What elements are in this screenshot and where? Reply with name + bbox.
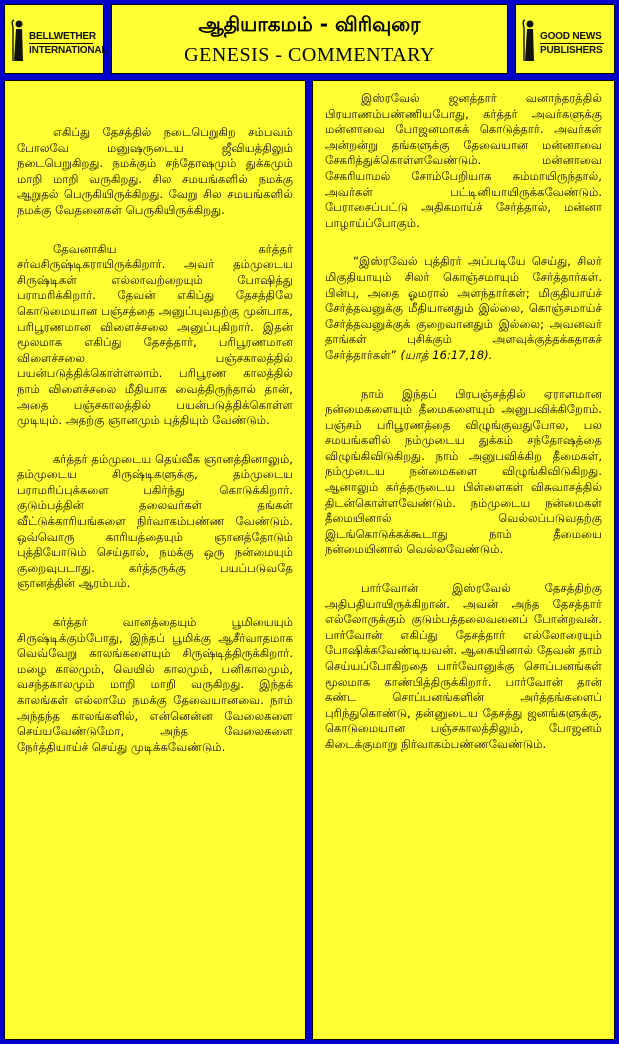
logo-left-line1: BELLWETHER	[29, 31, 96, 42]
logo-divider	[540, 43, 604, 44]
page-title-english: GENESIS - COMMENTARY	[184, 44, 435, 66]
bellwether-logo	[11, 15, 108, 65]
paragraph: கர்த்தர் வானத்தையும் பூமியையும் சிருஷ்டிக்கும்போது, இந்தப் பூமிக்கு ஆசீர்வாதமாக வெவ்வேறு காலங்களையும் சிருஷ்டித்திருக்கிறார். மழை காலமும், வெயில் காலமும், பனிகாலமும், வசந்தகாலமும் மாறி மாறி வருகிறது. இந்தக் காலங்கள் எல்லாமே நமக்கு தேவையானவை. நாம் அந்தந்த காலங்களில், என்னென்ன வேலைகளை செய்யவேண்டுமோ, அந்த வேலைகளை நேர்த்தியாய்ச் செய்து முடிக்கவேண்டும்.	[17, 615, 293, 754]
paragraph: பார்வோன் இஸ்ரவேல் தேசத்திற்கு அதிபதியாயிருக்கிறான். அவன் அந்த தேசத்தார் எல்லோருக்கும் குடும்பத்தலைவனைப் போன்றவன். பார்வோன் எகிப்து தேசத்தார் எல்லோரையும் போஷிக்கவேண்டியவன். ஆகையினால் தேவன் தாம் செய்யப்போகிறதை பார்வோனுக்கு சொப்பனங்கள் மூலமாக காண்பித்திருக்கிறார். பார்வோன் தான் கண்ட சொப்பனங்களின் அர்த்தங்களைப் புரிந்துகொண்டு, தன்னுடைய தேசத்து ஜனங்களுக்கு, கொடுமையான பஞ்சகாலத்திலும், போஜனம் கிடைக்குமாறு நிர்வாகம்பண்ணவேண்டும்.	[325, 581, 602, 751]
right-column	[312, 80, 615, 1040]
left-column-text	[17, 125, 293, 778]
paragraph: தேவனாகிய கர்த்தர் சர்வசிருஷ்டிகராயிருக்கிறார். அவர் தம்முடைய சிருஷ்டிகள் எல்லாவற்றையும் போஷித்து பராமரிக்கிறார். தேவன் எகிப்து தேசத்திலே கொடுமையான பஞ்சத்தை அனுப்புவதற்கு முன்பாக, பரிபூரணமான விளைச்சலை அனுப்புகிறார். இதன் மூலமாக எகிப்து தேசத்தார், பரிபூரணமான விளைச்சலை பஞ்சகாலத்தில் பயன்படுத்திக்கொள்ளலாம். பரிபூரண காலத்தில் நாம் விளைச்சலை மீதியாக வைத்திருந்தால் தான், அதை பஞ்சகாலத்தில் பயன்படுத்திக்கொள்ள முடியும். அதற்கு ஞானமும் புத்தியும் வேண்டும்.	[17, 241, 293, 428]
page-title-tamil: ஆதியாகமம் - விரிவுரை	[198, 12, 421, 36]
paragraph: கர்த்தர் தம்முடைய தெய்வீக ஞானத்தினாலும், தம்முடைய சிருஷ்டிகளுக்கு, தம்முடைய பராமரிப்புக்களை பகிர்ந்து கொடுக்கிறார். குடும்பத்தின் தலைவர்கள் தங்கள் வீட்டுக்காரியங்களை நிர்வாகம்பண்ண வேண்டும். ஒவ்வொரு காரியத்தையும் ஞானத்தோடும் புத்தியோடும் செய்தால், நமக்கு ஒரு நன்மையும் குறைவுபடாது. கர்த்தருக்கு பயப்படுவதே ஞானத்தின் ஆரம்பம்.	[17, 451, 293, 591]
quote-text: “இஸ்ரவேல் புத்திரர் அப்படியே செய்து, சிலர் மிகுதியாயும் சிலர் கொஞ்சமாயும் சேர்த்தார்கள். பின்பு, அதை ஓமரால் அளந்தார்கள்; மிகுதியாய்ச் சேர்த்தவனுக்கு மீதியானதும் இல்லை, கொஞ்சமாய்ச் சேர்த்தவனுக்குக் குறைவானதும் இல்லை; அவனவர் தாங்கள் புசிக்கும் அளவுக்குத்தக்கதாகச் சேர்த்தார்கள்”	[325, 254, 602, 362]
paragraph: நாம் இந்தப் பிரபஞ்சத்தில் ஏராளமான நன்மைகளையும் தீமைகளையும் அனுபவிக்கிறோம். பஞ்சம் பரிபூரணத்தை விழுங்குவதுபோல, பல சமயங்களில் நம்முடைய துக்கம் சந்தோஷத்தை விழுங்கிவிடுகிறது. நாம் அனுபவிக்கிற தீமைகள், நம்முடைய நன்மைகளை விழுங்கிவிடுகிறது. ஆனாலும் கர்த்தருடைய பிள்ளைகள் விசுவாசத்தில் திடன்கொள்ளவேண்டும். நம்முடைய நன்மைகள் தீமையினால் வெல்லப்படுவதற்கு இடங்கொடுக்கக்கூடாது நாம் தீமையை நன்மையினால் வெல்லவேண்டும்.	[325, 386, 602, 557]
left-column	[4, 80, 306, 1040]
right-column-text	[325, 91, 602, 776]
scripture-quote	[325, 254, 602, 363]
title-box	[111, 4, 508, 74]
logo-divider	[29, 43, 93, 44]
shepherd-figure-icon	[522, 19, 536, 63]
paragraph: இஸ்ரவேல் ஜனத்தார் வனாந்தரத்தில் பிரயாணம்பண்ணியபோது, கர்த்தர் அவர்களுக்கு மன்னாவை போஜனமாகக் கொடுத்தார். அவர்கள் அன்றன்று தங்களுக்கு தேவையான மன்னாவை சேகரித்துக்கொள்ளவேண்டும். மன்னாவை சேகரியாமல் சோம்பேறியாக சும்மாயிருந்தால், அவர்கள் பட்டினியாயிருக்கவேண்டும். பேராசைப்பட்டு அதிகமாய்ச் சேர்த்தால், மன்னா பாழாய்ப்போகும்.	[325, 91, 602, 230]
paragraph: எகிப்து தேசத்தில் நடைபெறுகிற சம்பவம் போலவே மனுஷருடைய ஜீவியத்திலும் நடைபெறுகிறது. நமக்கும் சந்தோஷமும் துக்கமும் மாறி மாறி வருகிறது. சில சமயங்களில் நமக்கு ஆறுதல் பெருகியிருக்கிறது. வேறு சில சமயங்களில் நமக்கு வேதனைகள் பெருகியிருக்கிறது.	[17, 125, 293, 217]
good-news-logo-box	[515, 4, 615, 74]
shepherd-figure-icon	[11, 19, 25, 63]
quote-reference: (யாத் 16:17,18).	[400, 347, 493, 362]
logo-right-line1: GOOD NEWS	[540, 31, 602, 42]
logo-left-line2: INTERNATIONAL	[29, 45, 108, 56]
bellwether-logo-box	[4, 4, 108, 74]
logo-right-line2: PUBLISHERS	[540, 45, 603, 56]
good-news-logo	[522, 15, 610, 65]
